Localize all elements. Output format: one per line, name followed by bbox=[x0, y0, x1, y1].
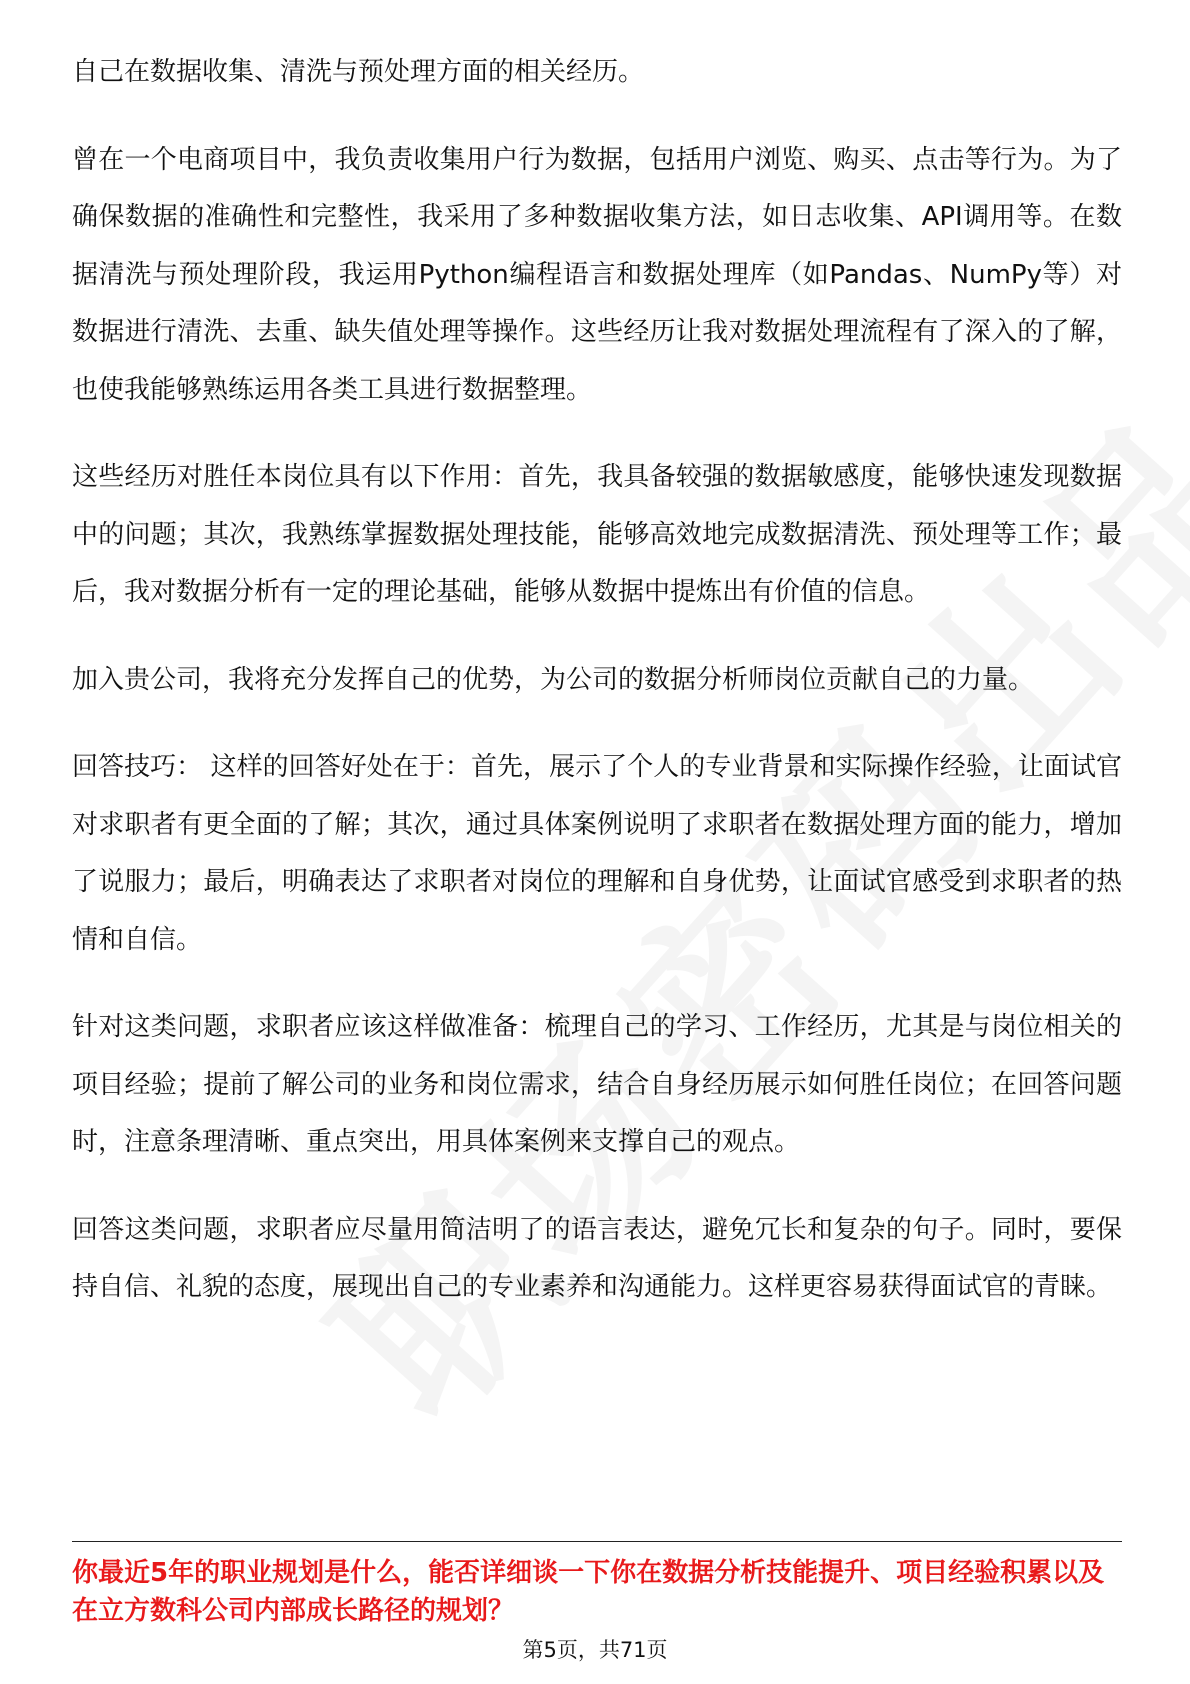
interview-question: 你最近5年的职业规划是什么，能否详细谈一下你在数据分析技能提升、项目经验积累以及在立方数科公司内部成长路径的规划？ bbox=[72, 1558, 1105, 1626]
paragraph-contribution: 加入贵公司，我将充分发挥自己的优势，为公司的数据分析师岗位贡献自己的力量。 bbox=[72, 664, 1035, 695]
main-content bbox=[72, 44, 1122, 1347]
page-number: 第5页，共71页 bbox=[522, 1638, 668, 1662]
paragraph-experience: 曾在一个电商项目中，我负责收集用户行为数据，包括用户浏览、购买、点击等行为。为了确保数据的准确性和完整性，我采用了多种数据收集方法，如日志收集、API调用等。在数据清洗与预处理阶段，我运用Python编程语言和数据处理库（如Pandas、NumPy等）对数据进行清洗、去重、缺失值处理等操作。这些经历让我对数据处理流程有了深入的了解，也使我能够熟练运用各类工具进行数据整理。 bbox=[72, 144, 1122, 405]
paragraph-intro-tail: 自己在数据收集、清洗与预处理方面的相关经历。 bbox=[72, 57, 645, 87]
section-divider bbox=[72, 1541, 1122, 1542]
paragraph-role-fit: 这些经历对胜任本岗位具有以下作用：首先，我具备较强的数据敏感度，能够快速发现数据中的问题；其次，我熟练掌握数据处理技能，能够高效地完成数据清洗、预处理等工作；最后，我对数据分析有一定的理论基础，能够从数据中提炼出有价值的信息。 bbox=[72, 462, 1122, 607]
paragraph-expression-advice: 回答这类问题，求职者应尽量用简洁明了的语言表达，避免冗长和复杂的句子。同时，要保持自信、礼貌的态度，展现出自己的专业素养和沟通能力。这样更容易获得面试官的青睐。 bbox=[72, 1214, 1122, 1302]
paragraph-preparation: 针对这类问题，求职者应该这样做准备：梳理自己的学习、工作经历，尤其是与岗位相关的项目经验；提前了解公司的业务和岗位需求，结合自身经历展示如何胜任岗位；在回答问题时，注意条理清晰、重点突出，用具体案例来支撑自己的观点。 bbox=[72, 1012, 1122, 1157]
paragraph-answer-tips: 回答技巧： 这样的回答好处在于：首先，展示了个人的专业背景和实际操作经验，让面试官对求职者有更全面的了解；其次，通过具体案例说明了求职者在数据处理方面的能力，增加了说服力；最后，明确表达了求职者对岗位的理解和自身优势，让面试官感受到求职者的热情和自信。 bbox=[72, 752, 1122, 955]
